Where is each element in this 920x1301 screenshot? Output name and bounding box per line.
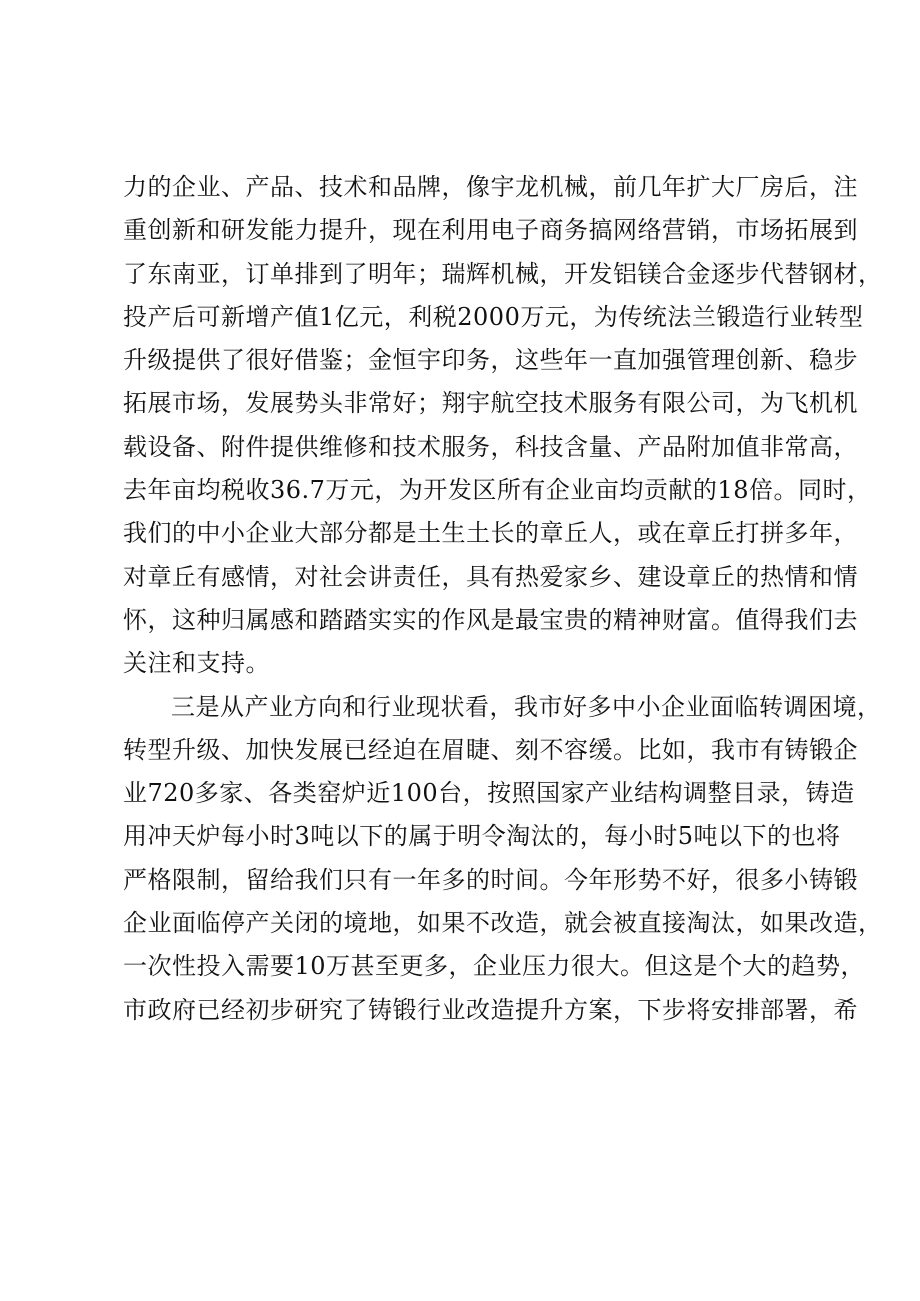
text-line: 升级提供了很好借鉴；金恒宇印务，这些年一直加强管理创新、稳步	[123, 346, 858, 375]
text-line: 企业面临停产关闭的境地，如果不改造，就会被直接淘汰，如果改造，	[123, 909, 883, 938]
text-line: 去年亩均税收36.7万元，为开发区所有企业亩均贡献的18倍。同时，	[123, 476, 872, 505]
text-line: 对章丘有感情，对社会讲责任，具有热爱家乡、建设章丘的热情和情	[123, 562, 858, 591]
text-line: 严格限制，留给我们只有一年多的时间。今年形势不好，很多小铸锻	[123, 865, 858, 894]
text-line: 我们的中小企业大部分都是土生土长的章丘人，或在章丘打拼多年，	[123, 519, 858, 548]
text-line: 拓展市场，发展势头非常好；翔宇航空技术服务有限公司，为飞机机	[123, 389, 858, 418]
text-line: 转型升级、加快发展已经迫在眉睫、刻不容缓。比如，我市有铸锻企	[123, 735, 858, 764]
text-line: 关注和支持。	[123, 649, 270, 678]
text-line: 业720多家、各类窑炉近100台，按照国家产业结构调整目录，铸造	[123, 779, 855, 808]
text-line: 用冲天炉每小时3吨以下的属于明令淘汰的，每小时5吨以下的也将	[123, 822, 841, 851]
text-line: 市政府已经初步研究了铸锻行业改造提升方案，下步将安排部署，希	[123, 995, 858, 1024]
document-body	[123, 166, 883, 1032]
text-line: 力的企业、产品、技术和品牌，像宇龙机械，前几年扩大厂房后，注	[123, 173, 858, 201]
paragraph-first-line: 三是从产业方向和行业现状看，我市好多中小企业面临转调困境，	[171, 692, 882, 721]
text-line: 重创新和研发能力提升，现在利用电子商务搞网络营销，市场拓展到	[123, 216, 858, 245]
text-line: 投产后可新增产值1亿元，利税2000万元，为传统法兰锻造行业转型	[123, 302, 864, 331]
text-line: 载设备、附件提供维修和技术服务，科技含量、产品附加值非常高，	[123, 432, 858, 461]
text-line: 一次性投入需要10万甚至更多，企业压力很大。但这是个大的趋势，	[123, 952, 866, 981]
text-line: 怀，这种归属感和踏踏实实的作风是最宝贵的精神财富。值得我们去	[123, 605, 858, 634]
text-line: 了东南亚，订单排到了明年；瑞辉机械，开发铝镁合金逐步代替钢材，	[123, 259, 883, 288]
